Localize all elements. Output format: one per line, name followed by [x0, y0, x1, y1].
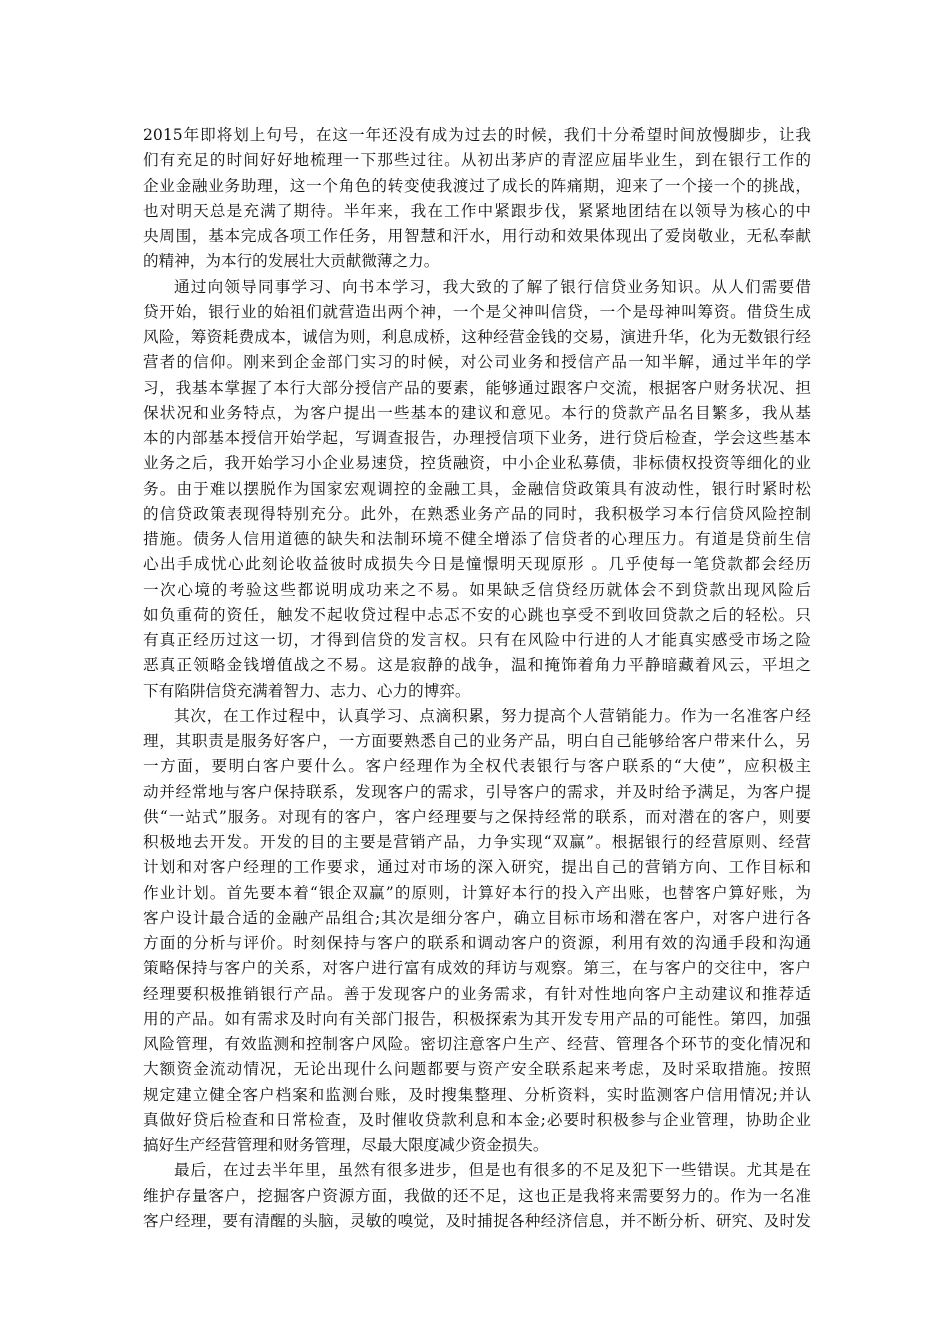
- text-line: 企业金融业务助理，这一个角色的转变使我渡过了成长的阵痛期，迎来了一个接一个的挑战，: [143, 176, 811, 195]
- text-line: 其次，在工作过程中，认真学习、点滴积累，努力提高个人营销能力。作为一名准客户经: [174, 706, 811, 725]
- text-line: 大额资金流动情况，无论出现什么问题都要与资产安全联系起来考虑，及时采取措施。按照: [143, 1060, 811, 1079]
- text-line: 如负重荷的资任，触发不起收贷过程中忐忑不安的心跳也享受不到收回贷款之后的轻松。只: [143, 605, 811, 624]
- text-line: 真做好贷后检查和日常检查，及时催收贷款利息和本金;必要时积极参与企业管理，协助企业: [143, 1110, 811, 1129]
- text-line: 动并经常地与客户保持联系，发现客户的需求，引导客户的需求，并及时给予满足，为客户提: [143, 782, 811, 801]
- text-line: 风险，筹资耗费成本，诚信为则，利息成桥，这种经营金钱的交易，演进升华，化为无数银行经: [143, 328, 811, 346]
- text-line: 最后，在过去半年里，虽然有很多进步，但是也有很多的不足及犯下一些错误。尤其是在: [174, 1161, 811, 1180]
- text-line: 恶真正领略金钱增值战之不易。这是寂静的战争，温和掩饰着角力平静暗藏着风云，平坦之: [143, 656, 811, 675]
- text-line: 一次心境的考验这些都说明成功来之不易。如果缺乏信贷经历就体会不到贷款出现风险后: [143, 580, 811, 599]
- paragraph-credit-learning: [143, 275, 811, 704]
- text-line: 的精神，为本行的发展壮大贡献微薄之力。: [143, 252, 440, 271]
- document-body: [143, 123, 811, 1234]
- text-line: 用的产品。如有需求及时向有关部门报告，积极探索为其开发专用产品的可能性。第四，加强: [143, 1009, 811, 1028]
- text-line: 习，我基本掌握了本行大部分授信产品的要素，能够通过跟客户交流，根据客户财务状况、担: [143, 378, 811, 397]
- text-line: 业务之后，我开始学习小企业易速贷，控货融资，中小企业私募债，非标债权投资等细化的业: [143, 454, 811, 473]
- text-line: 本的内部基本授信开始学起，写调查报告，办理授信项下业务，进行贷后检查，学会这些基本: [143, 429, 811, 447]
- paragraph-intro: [143, 123, 811, 275]
- text-line: 规定建立健全客户档案和监测台账，及时搜集整理、分析资料，实时监测客户信用情况;并认: [143, 1085, 811, 1104]
- text-line: 央周围，基本完成各项工作任务，用智慧和汗水，用行动和效果体现出了爱岗敬业，无私奉献: [143, 227, 811, 245]
- text-line: 理，其职责是服务好客户，一方面要熟悉自己的业务产品，明白自己能够给客户带来什么，另: [143, 732, 811, 750]
- text-line: 客户经理，要有清醒的头脑，灵敏的嗅觉，及时捕捉各种经济信息，并不断分析、研究、及时发: [143, 1211, 811, 1230]
- text-line: 客户设计最合适的金融产品组合;其次是细分客户，确立目标市场和潜在客户，对客户进行各: [143, 908, 811, 927]
- text-line: 维护存量客户，挖掘客户资源方面，我做的还不足，这也正是我将来需要努力的。作为一名准: [143, 1186, 811, 1205]
- text-line: 下有陷阱信贷充满着智力、志力、心力的博弈。: [143, 681, 471, 700]
- text-line: 风险管理，有效监测和控制客户风险。密切注意客户生产、经营、管理各个环节的变化情况和: [143, 1035, 811, 1053]
- text-line: 贷开始，银行业的始祖们就营造出两个神，一个是父神叫信贷，一个是母神叫筹资。借贷生成: [143, 302, 811, 321]
- text-line: 通过向领导同事学习、向书本学习，我大致的了解了银行信贷业务知识。从人们需要借: [174, 277, 811, 296]
- text-line: 计划和对客户经理的工作要求，通过对市场的深入研究，提出自己的营销方向、工作目标和: [143, 858, 811, 877]
- text-line: 营者的信仰。刚来到企金部门实习的时候，对公司业务和授信产品一知半解，通过半年的学: [143, 353, 811, 372]
- text-line: 的信贷政策表现得特别充分。此外，在熟悉业务产品的同时，我积极学习本行信贷风险控制: [143, 504, 811, 523]
- paragraph-marketing: [143, 704, 811, 1159]
- text-line: 搞好生产经营管理和财务管理，尽最大限度减少资金损失。: [143, 1136, 549, 1154]
- text-line: 务。由于难以摆脱作为国家宏观调控的金融工具，金融信贷政策具有波动性，银行时紧时松: [143, 479, 811, 498]
- text-line: 经理要积极推销银行产品。善于发现客户的业务需求，有针对性地向客户主动建议和推荐适: [143, 984, 811, 1003]
- text-line: 积极地去开发。开发的目的主要是营销产品，力争实现“双赢”。根据银行的经营原则、经营: [143, 833, 811, 851]
- paragraph-shortcomings: [143, 1158, 811, 1234]
- text-line: 供“一站式”服务。对现有的客户，客户经理要与之保持经常的联系，而对潜在的客户，则要: [143, 807, 811, 826]
- text-line: 心出手成忧心此刻论收益彼时成损失今日是憧憬明天现原形 。几乎使每一笔贷款都会经历: [143, 555, 811, 574]
- text-line: 一方面，要明白客户要什么。客户经理作为全权代表银行与客户联系的“大使”，应积极主: [143, 757, 811, 776]
- text-line: 措施。债务人信用道德的缺失和法制环境不健全增添了信贷者的心理压力。有道是贷前生信: [143, 530, 811, 548]
- text-line: 有真正经历过这一切，才得到信贷的发言权。只有在风险中行进的人才能真实感受市场之险: [143, 631, 811, 649]
- text-line: 们有充足的时间好好地梳理一下那些过往。从初出茅庐的青涩应届毕业生，到在银行工作的: [143, 151, 811, 170]
- text-line: 作业计划。首先要本着“银企双赢”的原则，计算好本行的投入产出账，也替客户算好账，为: [143, 883, 811, 902]
- text-line: 保状况和业务特点，为客户提出一些基本的建议和意见。本行的贷款产品名目繁多，我从基: [143, 403, 811, 422]
- text-line: 策略保持与客户的关系，对客户进行富有成效的拜访与观察。第三，在与客户的交往中，客户: [143, 959, 811, 978]
- text-line: 方面的分析与评价。时刻保持与客户的联系和调动客户的资源，利用有效的沟通手段和沟通: [143, 934, 811, 952]
- text-line: 也对明天总是充满了期待。半年来，我在工作中紧跟步伐，紧紧地团结在以领导为核心的中: [143, 201, 811, 220]
- text-line: 2015年即将划上句号，在这一年还没有成为过去的时候，我们十分希望时间放慢脚步，让我: [143, 126, 811, 144]
